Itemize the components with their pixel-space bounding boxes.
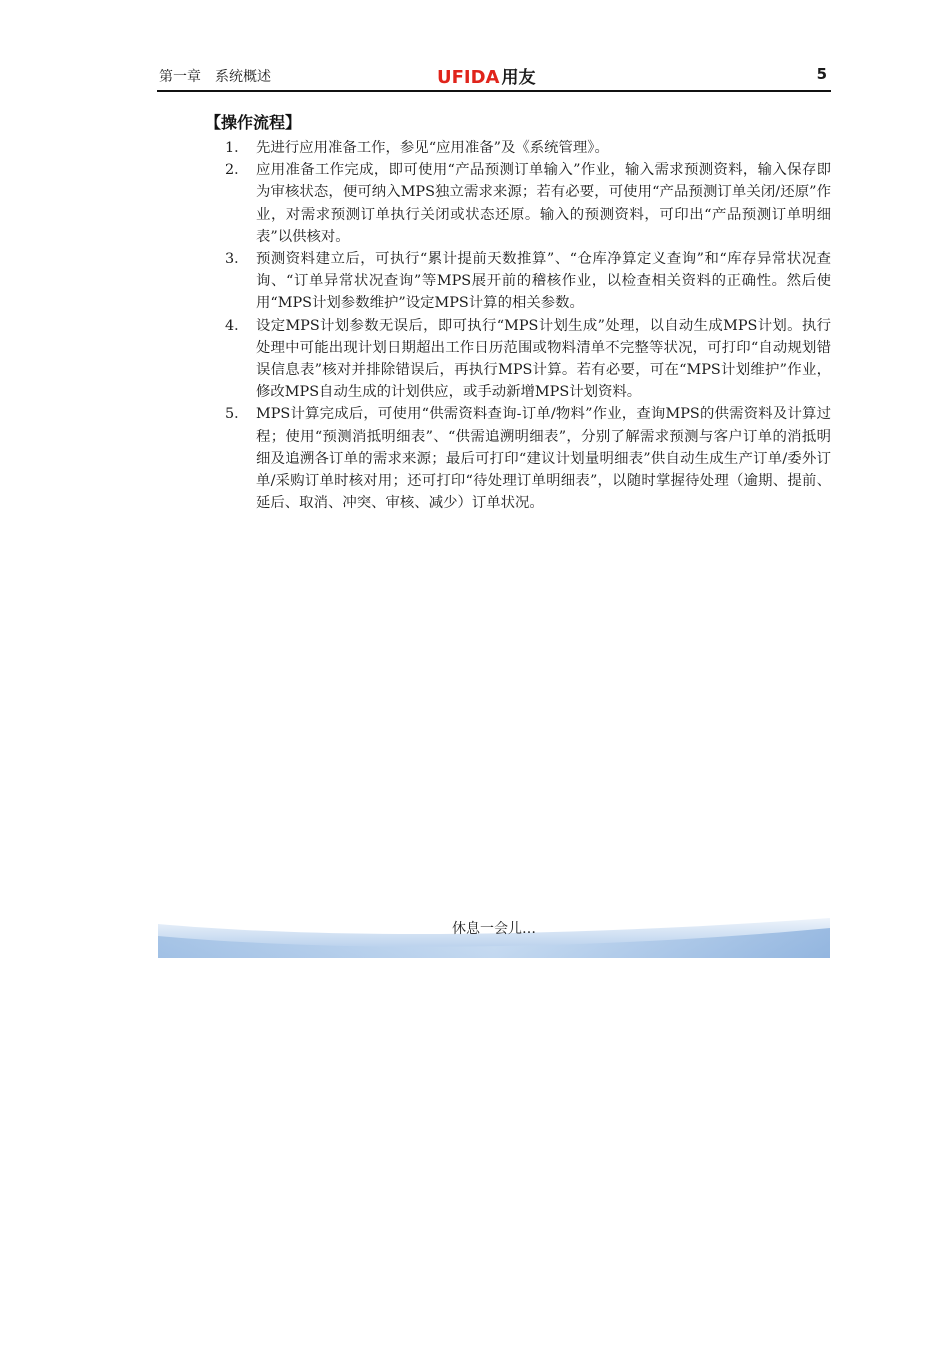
section-title: 【操作流程】 bbox=[205, 113, 302, 132]
page-header bbox=[157, 62, 831, 92]
step-number: 5． bbox=[225, 406, 249, 423]
step-number: 1． bbox=[225, 140, 249, 156]
step-number: 3． bbox=[225, 251, 249, 268]
step-text: 设定MPS计划参数无误后，即可执行“MPS计划生成”处理，以自动生成MPS计划。执行处理中可能出现计划日期超出工作日历范围或物料清单不完整等状况，可打印“自动规划错误信息表”核对并排除错误后，再执行MPS计算。若有必要，可在“MPS计划维护”作业，修改MPS自动生成的计划供应，或手动新增MPS计划资料。 bbox=[256, 317, 831, 401]
logo-cn: 用友 bbox=[501, 68, 536, 88]
chapter-title: 第一章 系统概述 bbox=[159, 69, 271, 85]
logo-latin: UFIDA bbox=[437, 67, 500, 88]
step-text: 预测资料建立后，可执行“累计提前天数推算”、“仓库净算定义查询”和“库存异常状况查询、“订单异常状况查询”等MPS展开前的稽核作业，以检查相关资料的正确性。然后使用“MPS计划参数维护”设定MPS计算的相关参数。 bbox=[256, 251, 831, 312]
step-text: 应用准备工作完成，即可使用“产品预测订单输入”作业，输入需求预测资料，输入保存即为审核状态，便可纳入MPS独立需求来源；若有必要，可使用“产品预测订单关闭/还原”作业，对需求预测订单执行关闭或状态还原。输入的预测资料，可印出“产品预测订单明细表”以供核对。 bbox=[256, 162, 831, 245]
step-item bbox=[223, 315, 831, 404]
step-text: MPS计算完成后，可使用“供需资料查询-订单/物料”作业，查询MPS的供需资料及计算过程；使用“预测消抵明细表”、“供需追溯明细表”，分别了解需求预测与客户订单的消抵明细及追溯各订单的需求来源；最后可打印“建议计划量明细表”供自动生成生产订单/委外订单/采购订单时核对用；还可打印“待处理订单明细表”，以随时掌握待处理（逾期、提前、延后、取消、冲突、审核、减少）订单状况。 bbox=[256, 406, 831, 512]
step-item bbox=[223, 159, 831, 248]
step-number: 2． bbox=[225, 162, 249, 179]
page-number: 5 bbox=[816, 65, 827, 83]
step-text: 先进行应用准备工作，参见“应用准备”及《系统管理》。 bbox=[256, 140, 609, 156]
footer-band bbox=[158, 914, 830, 958]
step-number: 4． bbox=[225, 317, 249, 334]
operation-steps-list bbox=[223, 137, 831, 514]
ufida-logo bbox=[437, 63, 535, 88]
step-item bbox=[223, 403, 831, 514]
step-item bbox=[223, 137, 831, 159]
step-item bbox=[223, 248, 831, 315]
footer-text: 休息一会儿… bbox=[452, 921, 536, 937]
